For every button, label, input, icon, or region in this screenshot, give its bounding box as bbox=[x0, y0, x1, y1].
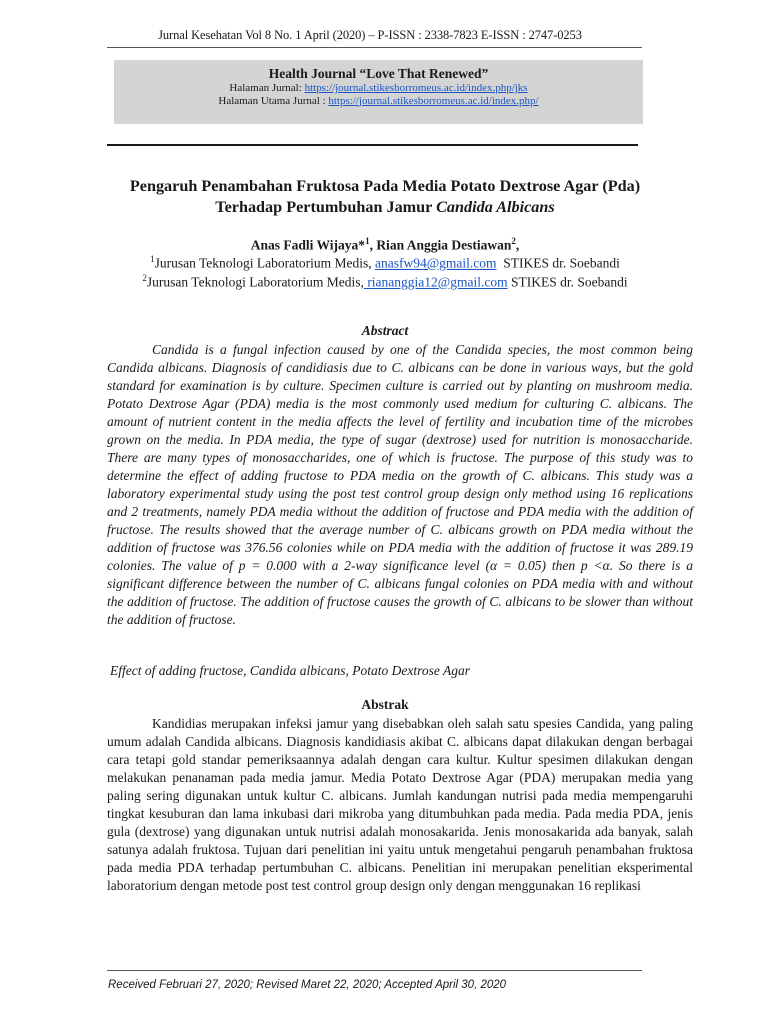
author-name: Anas Fadli Wijaya* bbox=[250, 237, 366, 253]
title-rule bbox=[107, 144, 638, 146]
affiliation-institution: STIKES dr. Soebandi bbox=[496, 255, 620, 271]
abstract-body: Candida is a fungal infection caused by one of the Candida species, the most common being Candida albicans. Diagnosis of candidiasis due to C. albicans can be done in various ways, but the gold standard for examination is by culture. Specimen culture is carried out by planting on mushroom media. Potato Dextrose Agar (PDA) media is the most commonly used medium for culturing C. albicans. The amount of nutrient content in the media affects the level of fertility and incubation time of the microbes grown on the media. In PDA media, the type of sugar (dextrose) used for nutrition is monosaccharide. There are many types of monosaccharides, one of which is fructose. The purpose of this study was to determine the effect of adding fructose to PDA media on the growth of C. albicans. This study was a laboratory experimental study using the post test control group design only method using 16 replications and 2 treatments, namely PDA media without the addition of fructose and PDA media with the addition of fructose. The results showed that the average number of C. albicans growth on PDA media without the addition of fructose was 376.56 colonies while on PDA media with the addition of fructose it was 289.19 colonies. The value of p = 0.000 with a 2-way significance level (α = 0.05) then p <α. So there is a significant difference between the number of C. albicans fungal colonies on PDA media with and without the addition of fructose. The addition of fructose causes the growth of C. albicans to be slower than without the addition of fructose. bbox=[107, 342, 693, 627]
affiliation-email-link[interactable]: anasfw94@gmail.com bbox=[375, 255, 497, 271]
author-separator: , bbox=[515, 237, 520, 253]
affiliation-dept: Jurusan Teknologi Laboratorium Medis, bbox=[154, 255, 375, 271]
affiliation-institution: STIKES dr. Soebandi bbox=[507, 274, 628, 290]
affiliation-1 bbox=[80, 251, 690, 272]
header-rule bbox=[107, 47, 642, 48]
author-superscript: 1 bbox=[365, 236, 370, 246]
title-line-1: Pengaruh Penambahan Fruktosa Pada Media Potato Dextrose Agar (Pda) bbox=[129, 177, 641, 195]
journal-home-line bbox=[114, 95, 643, 108]
author-superscript: 2 bbox=[511, 236, 516, 246]
title-line-2 bbox=[80, 197, 690, 218]
affiliation-2 bbox=[80, 270, 690, 291]
author-separator: , bbox=[369, 237, 377, 253]
article-title bbox=[80, 176, 690, 218]
footer-rule bbox=[107, 970, 642, 971]
title-line-2-text: Terhadap Pertumbuhan Jamur bbox=[215, 198, 437, 216]
journal-home-link[interactable]: https://journal.stikesborromeus.ac.id/index.php/ bbox=[328, 94, 539, 107]
journal-page-line bbox=[114, 82, 643, 95]
journal-info-box bbox=[114, 60, 643, 124]
abstract-heading: Abstract bbox=[361, 323, 409, 338]
journal-page-label: Halaman Jurnal: bbox=[229, 82, 305, 94]
affiliation-superscript: 1 bbox=[150, 254, 155, 264]
submission-dates: Received Februari 27, 2020; Revised Maret 22, 2020; Accepted April 30, 2020 bbox=[108, 979, 507, 991]
journal-home-label: Halaman Utama Jurnal : bbox=[218, 94, 329, 107]
abstrak-body: Kandidias merupakan infeksi jamur yang disebabkan oleh salah satu spesies Candida, yang paling umum adalah Candida albicans. Diagnosis kandidiasis akibat C. albicans dapat dilakukan dengan berbagai cara tetapi gold standar pemeriksaannya adalah dengan cara kultur. Kultur spesimen dilakukan dengan melakukan penanaman pada media jamur. Media Potato Dextrose Agar (PDA) merupakan media yang paling sering digunakan untuk kultur C. albicans. Jumlah kandungan nutrisi pada media mempengaruhi tingkat kesuburan dan lama inkubasi dari mikroba yang ditumbuhkan pada media. Pada media PDA, jenis gula (dextrose) yang digunakan untuk nutrisi adalah monosakarida. Jenis monosakarida ada banyak, salah satunya adalah fruktosa. Tujuan dari penelitian ini yaitu untuk mengetahui pengaruh penambahan fruktosa pada media PDA terhadap pertumbuhan C. albicans. Penelitian ini merupakan penelitian eksperimental laboratorium dengan metode post test control group design only dengan menggunakan 16 replikasi bbox=[107, 716, 693, 893]
running-header: Jurnal Kesehatan Vol 8 No. 1 April (2020) – P-ISSN : 2338-7823 E-ISSN : 2747-0253 bbox=[158, 28, 582, 42]
journal-name: Health Journal “Love That Renewed” bbox=[268, 66, 489, 81]
affiliation-dept: Jurusan Teknologi Laboratorium Medis, bbox=[146, 274, 364, 290]
journal-page-link[interactable]: https://journal.stikesborromeus.ac.id/index.php/jks bbox=[304, 82, 528, 94]
title-species-name: Candida Albicans bbox=[436, 198, 555, 216]
abstrak-heading: Abstrak bbox=[361, 697, 409, 712]
author-name: Rian Anggia Destiawan bbox=[376, 237, 512, 253]
affiliation-email-link[interactable]: riananggia12@gmail.com bbox=[363, 274, 508, 290]
affiliation-superscript: 2 bbox=[142, 273, 147, 283]
keywords: Effect of adding fructose, Candida albicans, Potato Dextrose Agar bbox=[110, 663, 470, 678]
